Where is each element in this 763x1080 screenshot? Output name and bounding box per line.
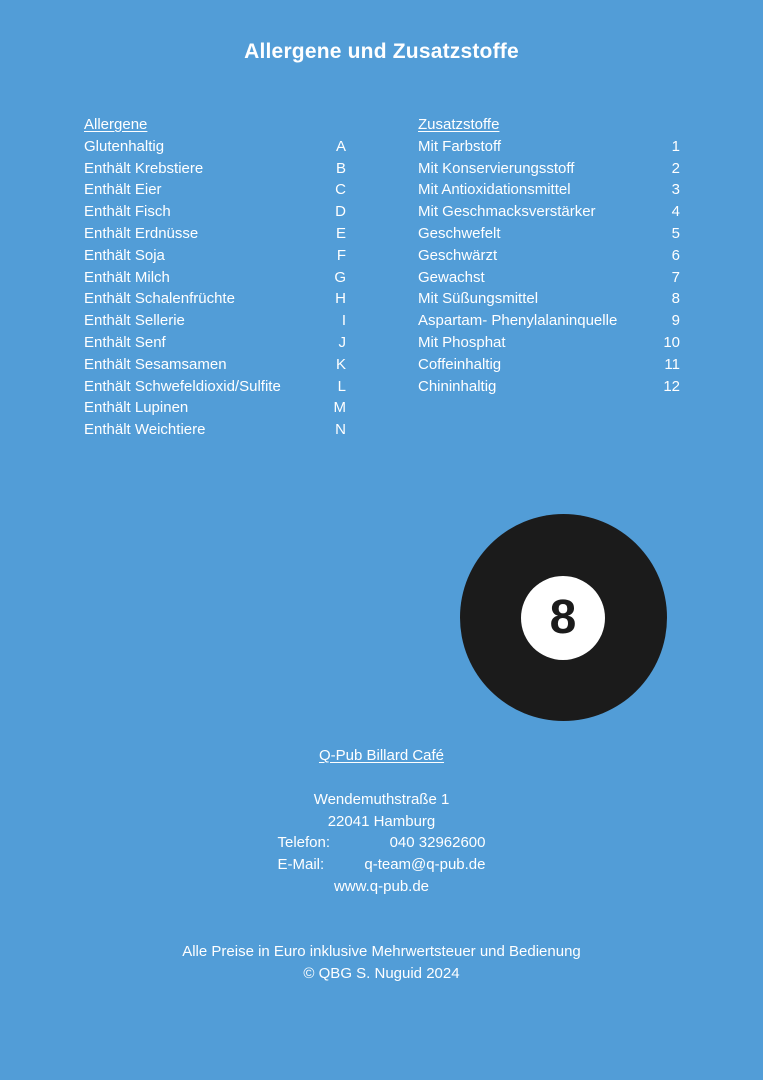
additive-row xyxy=(418,245,680,267)
additive-row-label: Mit Süßungsmittel xyxy=(418,290,539,308)
allergens-heading: Allergene xyxy=(84,116,148,133)
additive-row xyxy=(418,223,680,245)
allergen-row-code: I xyxy=(341,312,346,330)
additive-row xyxy=(418,267,680,289)
allergen-row-label: Enthält Milch xyxy=(84,268,170,286)
allergen-row xyxy=(84,354,346,376)
allergen-row-code: M xyxy=(333,399,346,417)
allergens-column xyxy=(84,114,346,441)
allergen-row-label: Enthält Krebstiere xyxy=(84,159,204,177)
allergen-row xyxy=(84,332,346,354)
additive-row xyxy=(418,310,680,332)
allergen-row-label: Enthält Eier xyxy=(84,181,162,199)
contact-block xyxy=(0,745,763,898)
additive-row-code: 2 xyxy=(671,159,680,177)
allergen-row-code: B xyxy=(335,159,346,177)
additives-column xyxy=(418,114,680,397)
additive-row-label: Mit Konservierungsstoff xyxy=(418,159,575,177)
allergen-row-code: E xyxy=(335,224,346,242)
additive-row xyxy=(418,332,680,354)
allergen-row xyxy=(84,376,346,398)
additive-row-label: Geschwefelt xyxy=(418,224,501,242)
allergen-row-label: Enthält Schalenfrüchte xyxy=(84,290,235,308)
additive-row-label: Geschwärzt xyxy=(418,246,498,264)
page-title: Allergene und Zusatzstoffe xyxy=(244,40,519,63)
additives-heading: Zusatzstoffe xyxy=(418,116,500,133)
allergen-row xyxy=(84,245,346,267)
allergen-row-label: Enthält Senf xyxy=(84,333,166,351)
allergen-row xyxy=(84,201,346,223)
allergen-row-label: Enthält Erdnüsse xyxy=(84,224,199,242)
allergen-row-label: Enthält Fisch xyxy=(84,203,171,221)
additive-row-code: 12 xyxy=(663,377,680,395)
email-label: E-Mail: xyxy=(277,856,325,874)
street-address: Wendemuthstraße 1 xyxy=(313,790,450,808)
phone-row xyxy=(0,832,763,854)
additive-row xyxy=(418,376,680,398)
price-note: Alle Preise in Euro inklusive Mehrwertsteuer und Bedienung xyxy=(182,943,581,960)
additive-row-code: 8 xyxy=(671,290,680,308)
allergen-row-code: N xyxy=(335,421,346,439)
additive-row-label: Mit Phosphat xyxy=(418,333,506,351)
allergen-row xyxy=(84,179,346,201)
website: www.q-pub.de xyxy=(333,877,430,895)
allergen-row-code: G xyxy=(334,268,346,286)
allergen-row xyxy=(84,267,346,289)
allergen-row xyxy=(84,419,346,441)
additive-row-code: 7 xyxy=(671,268,680,286)
additive-row xyxy=(418,179,680,201)
additive-row xyxy=(418,136,680,158)
allergen-row-label: Enthält Lupinen xyxy=(84,399,189,417)
footer xyxy=(0,941,763,985)
allergen-row-code: F xyxy=(336,246,346,264)
additive-row-label: Coffeinhaltig xyxy=(418,355,502,373)
allergen-row xyxy=(84,223,346,245)
eight-ball-number: 8 xyxy=(521,576,605,660)
additive-row xyxy=(418,201,680,223)
additive-row-label: Chininhaltig xyxy=(418,377,497,395)
allergen-row-label: Glutenhaltig xyxy=(84,137,165,155)
allergen-row-code: C xyxy=(335,181,346,199)
additive-row-label: Gewachst xyxy=(418,268,485,286)
allergen-row-label: Enthält Sellerie xyxy=(84,312,185,330)
allergen-row-code: D xyxy=(335,203,346,221)
allergen-row-code: K xyxy=(335,355,346,373)
additive-row-code: 10 xyxy=(663,333,680,351)
email-address: q-team@q-pub.de xyxy=(364,856,486,874)
allergen-row xyxy=(84,310,346,332)
allergen-row-code: H xyxy=(335,290,346,308)
additive-row-code: 11 xyxy=(664,355,680,373)
phone-label: Telefon: xyxy=(277,834,331,852)
allergen-row-label: Enthält Weichtiere xyxy=(84,421,206,439)
allergen-row xyxy=(84,136,346,158)
allergen-row-code: L xyxy=(337,377,346,395)
copyright: © QBG S. Nuguid 2024 xyxy=(303,964,460,982)
city-address: 22041 Hamburg xyxy=(327,812,436,830)
additive-row xyxy=(418,158,680,180)
additive-row-code: 1 xyxy=(671,137,680,155)
additive-row-label: Mit Geschmacksverstärker xyxy=(418,203,596,221)
additive-row-code: 6 xyxy=(671,246,680,264)
additive-row-label: Mit Antioxidationsmittel xyxy=(418,181,571,199)
additive-row-code: 4 xyxy=(671,203,680,221)
cafe-name: Q-Pub Billard Café xyxy=(318,747,445,764)
additives-list xyxy=(418,136,680,398)
additive-row-code: 3 xyxy=(671,181,680,199)
additive-row xyxy=(418,354,680,376)
additive-row-label: Mit Farbstoff xyxy=(418,137,502,155)
email-row xyxy=(0,854,763,876)
eight-ball-illustration xyxy=(460,514,667,721)
additive-row-code: 5 xyxy=(671,224,680,242)
allergen-row-code: A xyxy=(335,137,346,155)
additive-row xyxy=(418,288,680,310)
allergen-row-code: J xyxy=(338,333,346,351)
allergen-row xyxy=(84,288,346,310)
allergen-row-label: Enthält Sesamsamen xyxy=(84,355,227,373)
allergen-row-label: Enthält Soja xyxy=(84,246,165,264)
allergen-row xyxy=(84,158,346,180)
phone-number: 040 32962600 xyxy=(389,834,486,852)
allergens-list xyxy=(84,136,346,441)
additive-row-label: Aspartam- Phenylalaninquelle xyxy=(418,312,618,330)
allergen-row xyxy=(84,397,346,419)
additive-row-code: 9 xyxy=(671,312,680,330)
allergen-row-label: Enthält Schwefeldioxid/Sulfite xyxy=(84,377,281,395)
